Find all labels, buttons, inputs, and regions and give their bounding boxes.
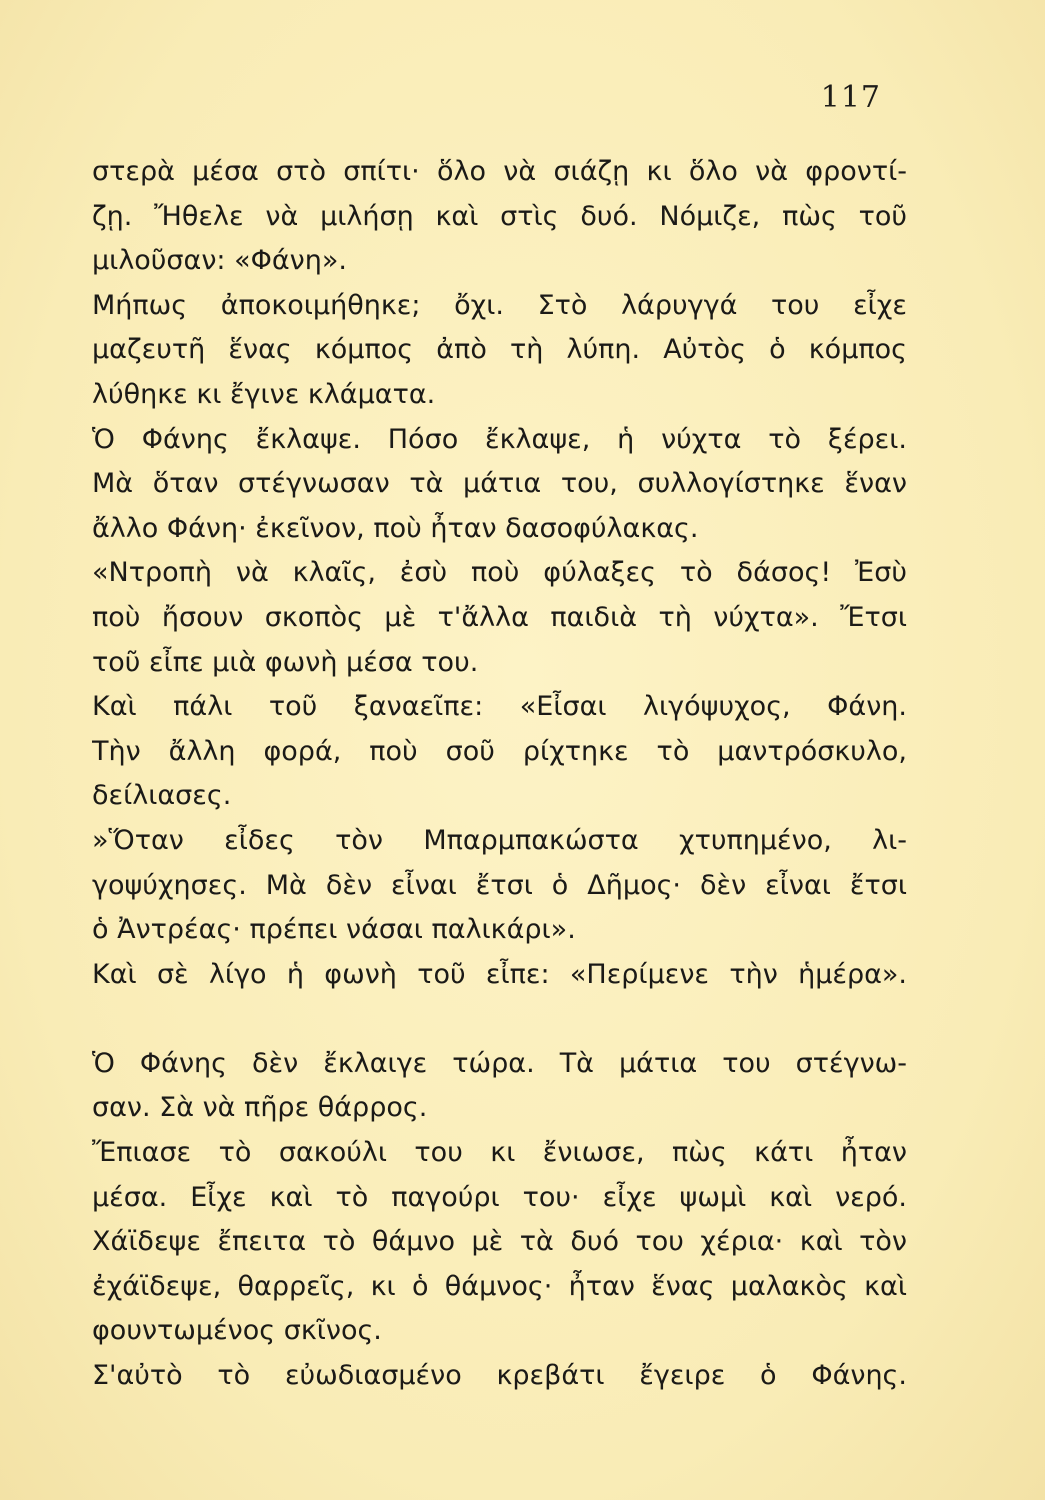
text-line: ὁ Ἀντρέας· πρέπει νάσαι παλικάρι». — [92, 914, 576, 946]
text-line: ἄλλο Φάνη· ἐκεῖνον, ποὺ ἦταν δασοφύλακας. — [92, 512, 699, 544]
paragraph — [92, 284, 907, 418]
text-line: Σ'αὐτὸ τὸ εὐωδιασμένο κρεβάτι ἔγειρε ὁ Φάνης. — [92, 1360, 907, 1392]
text-line: Ἔπιασε τὸ σακούλι του κι ἔνιωσε, πὼς κάτι ἦταν — [92, 1137, 907, 1169]
text-line: ἐχάϊδεψε, θαρρεῖς, κι ὁ θάμνος· ἦταν ἕνας μαλακὸς καὶ — [92, 1270, 907, 1302]
text-line: μαζευτῆ ἕνας κόμπος ἀπὸ τὴ λύπη. Αὐτὸς ὁ κόμπος — [92, 334, 907, 366]
paragraph — [92, 819, 907, 953]
text-line: δείλιασες. — [92, 780, 232, 812]
text-line: σαν. Σὰ νὰ πῆρε θάρρος. — [92, 1092, 428, 1124]
body-text — [92, 150, 907, 1399]
paragraph — [92, 953, 907, 998]
text-line: Καὶ πάλι τοῦ ξαναεῖπε: «Εἶσαι λιγόψυχος, Φάνη. — [92, 691, 907, 723]
text-line: ζῃ. Ἤθελε νὰ μιλήσῃ καὶ στὶς δυό. Νόμιζε, πὼς τοῦ — [92, 200, 907, 232]
text-line: μιλοῦσαν: «Φάνη». — [92, 245, 347, 277]
text-line: Καὶ σὲ λίγο ἡ φωνὴ τοῦ εἶπε: «Περίμενε τὴν ἡμέρα». — [92, 958, 907, 990]
text-line: λύθηκε κι ἔγινε κλάματα. — [92, 378, 436, 410]
paragraph — [92, 1042, 907, 1131]
text-line: φουντωμένος σκῖνος. — [92, 1315, 382, 1347]
paragraph-gap — [92, 997, 907, 1042]
paragraph — [92, 1354, 907, 1399]
text-line: Τὴν ἄλλη φορά, ποὺ σοῦ ρίχτηκε τὸ μαντρόσκυλο, — [92, 735, 907, 767]
text-line: στερὰ μέσα στὸ σπίτι· ὅλο νὰ σιάζῃ κι ὅλο νὰ φροντί- — [92, 156, 907, 187]
paragraph — [92, 551, 907, 685]
text-line: μέσα. Εἶχε καὶ τὸ παγούρι του· εἶχε ψωμὶ καὶ νερό. — [92, 1181, 907, 1213]
paragraph — [92, 418, 907, 552]
text-line: γοψύχησες. Μὰ δὲν εἶναι ἔτσι ὁ Δῆμος· δὲν εἶναι ἔτσι — [92, 869, 907, 901]
text-line: Μὰ ὅταν στέγνωσαν τὰ μάτια του, συλλογίστηκε ἕναν — [92, 468, 907, 500]
text-line: Μήπως ἀποκοιμήθηκε; ὄχι. Στὸ λάρυγγά του εἶχε — [92, 289, 907, 321]
text-line: »Ὅταν εἶδες τὸν Μπαρμπακώστα χτυπημένο, λι- — [92, 824, 907, 856]
paragraph — [92, 150, 907, 284]
text-line: «Ντροπὴ νὰ κλαῖς, ἐσὺ ποὺ φύλαξες τὸ δάσος! Ἐσὺ — [92, 557, 907, 589]
text-line: Ὁ Φάνης δὲν ἔκλαιγε τώρα. Τὰ μάτια του στέγνω- — [92, 1047, 907, 1079]
paragraph — [92, 685, 907, 819]
page-number: 117 — [820, 80, 881, 115]
text-line: ποὺ ἤσουν σκοπὸς μὲ τ'ἄλλα παιδιὰ τὴ νύχτα». Ἔτσι — [92, 601, 907, 633]
text-line: Χάϊδεψε ἔπειτα τὸ θάμνο μὲ τὰ δυό του χέρια· καὶ τὸν — [92, 1226, 907, 1258]
paragraph — [92, 1131, 907, 1354]
text-line: Ὁ Φάνης ἔκλαψε. Πόσο ἔκλαψε, ἡ νύχτα τὸ ξέρει. — [92, 423, 907, 455]
text-line: τοῦ εἶπε μιὰ φωνὴ μέσα του. — [92, 646, 479, 678]
